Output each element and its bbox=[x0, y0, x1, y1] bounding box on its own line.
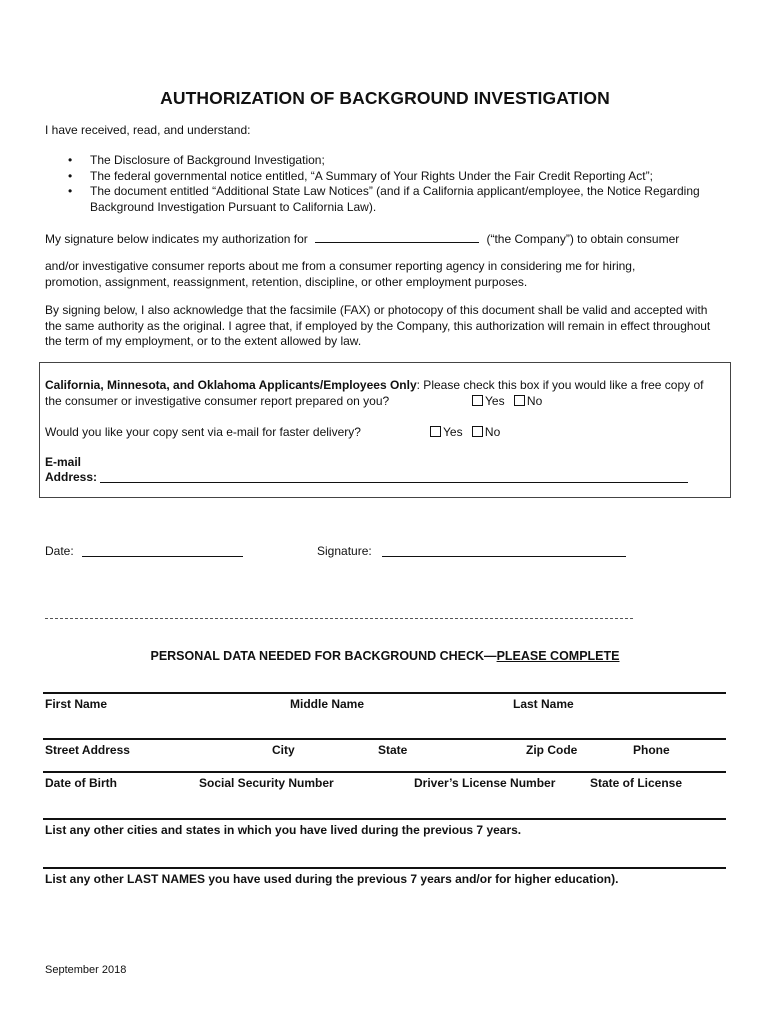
date-of-birth-label: Date of Birth bbox=[45, 776, 117, 790]
date-field[interactable] bbox=[82, 556, 243, 557]
date-label: Date: bbox=[45, 544, 74, 558]
tear-divider bbox=[45, 618, 633, 619]
list-item: • The Disclosure of Background Investigation; bbox=[68, 153, 325, 167]
bullet-icon: • bbox=[68, 168, 73, 183]
copy-yes-checkbox[interactable] bbox=[472, 395, 483, 406]
drivers-license-label: Driver’s License Number bbox=[414, 776, 556, 790]
state-label: State bbox=[378, 743, 408, 757]
company-name-field[interactable] bbox=[315, 230, 479, 243]
other-names-label: List any other LAST NAMES you have used during the previous 7 years and/or for higher education). bbox=[45, 872, 619, 886]
name-row-rule bbox=[43, 692, 726, 694]
names-row-rule bbox=[43, 867, 726, 869]
bullet-icon: • bbox=[68, 184, 73, 198]
authorization-paragraph: and/or investigative consumer reports about me from a consumer reporting agency in considering me for hiring, promotion, assignment, reassignment, retention, discipline, or other employment purposes. bbox=[45, 259, 636, 289]
ssn-label: Social Security Number bbox=[199, 776, 334, 790]
list-item: • The document entitled “Additional State Law Notices” (and if a California applicant/employee, the Notice Regarding Background Investigation Pursuant to California Law). bbox=[68, 184, 700, 214]
phone-label: Phone bbox=[633, 743, 670, 757]
zip-code-label: Zip Code bbox=[526, 743, 578, 757]
last-name-label: Last Name bbox=[513, 697, 574, 711]
email-address-field[interactable] bbox=[100, 482, 688, 483]
acknowledgement-list bbox=[64, 153, 704, 215]
email-no-checkbox[interactable] bbox=[472, 426, 483, 437]
email-options: Yes No bbox=[430, 425, 500, 441]
copy-no-checkbox[interactable] bbox=[514, 395, 525, 406]
email-yes-checkbox[interactable] bbox=[430, 426, 441, 437]
authorization-line: My signature below indicates my authorization for (“the Company”) to obtain consumer bbox=[45, 232, 680, 246]
cities-row-rule bbox=[43, 818, 726, 820]
signature-label: Signature: bbox=[317, 544, 372, 558]
signature-field[interactable] bbox=[382, 556, 626, 557]
copy-request-options: Yes No bbox=[472, 394, 542, 410]
other-cities-label: List any other cities and states in which you have lived during the previous 7 years. bbox=[45, 823, 522, 837]
email-question: Would you like your copy sent via e-mail for faster delivery? bbox=[45, 425, 361, 439]
copy-request-text: California, Minnesota, and Oklahoma Applicants/Employees Only: Please check this box if you would like a free copy of the consumer or investigative consumer report prepared on you? bbox=[45, 378, 704, 408]
middle-name-label: Middle Name bbox=[290, 697, 365, 711]
bullet-icon: • bbox=[68, 153, 73, 167]
list-item: • The federal governmental notice entitled, “A Summary of Your Rights Under the Fair Credit Reporting Act”; bbox=[68, 168, 653, 183]
first-name-label: First Name bbox=[45, 697, 108, 711]
street-address-label: Street Address bbox=[45, 743, 130, 757]
personal-data-title: PERSONAL DATA NEEDED FOR BACKGROUND CHECK—PLEASE COMPLETE bbox=[150, 649, 620, 663]
email-label: E-mail bbox=[45, 455, 82, 469]
city-label: City bbox=[272, 743, 295, 757]
intro-text: I have received, read, and understand: bbox=[45, 123, 251, 137]
id-row-rule bbox=[43, 771, 726, 773]
fax-paragraph: By signing below, I also acknowledge that the facsimile (FAX) or photocopy of this document shall be valid and accepted with the same authority as the original. I agree that, if employed by the Company, this authorization will remain in effect throughout the term of my employment, or to the extent allowed by law. bbox=[45, 303, 711, 348]
address-label: Address: bbox=[45, 470, 98, 484]
address-row-rule bbox=[43, 738, 726, 740]
state-of-license-label: State of License bbox=[590, 776, 683, 790]
footer-date: September 2018 bbox=[45, 964, 127, 976]
page-title: AUTHORIZATION OF BACKGROUND INVESTIGATION bbox=[160, 88, 610, 108]
